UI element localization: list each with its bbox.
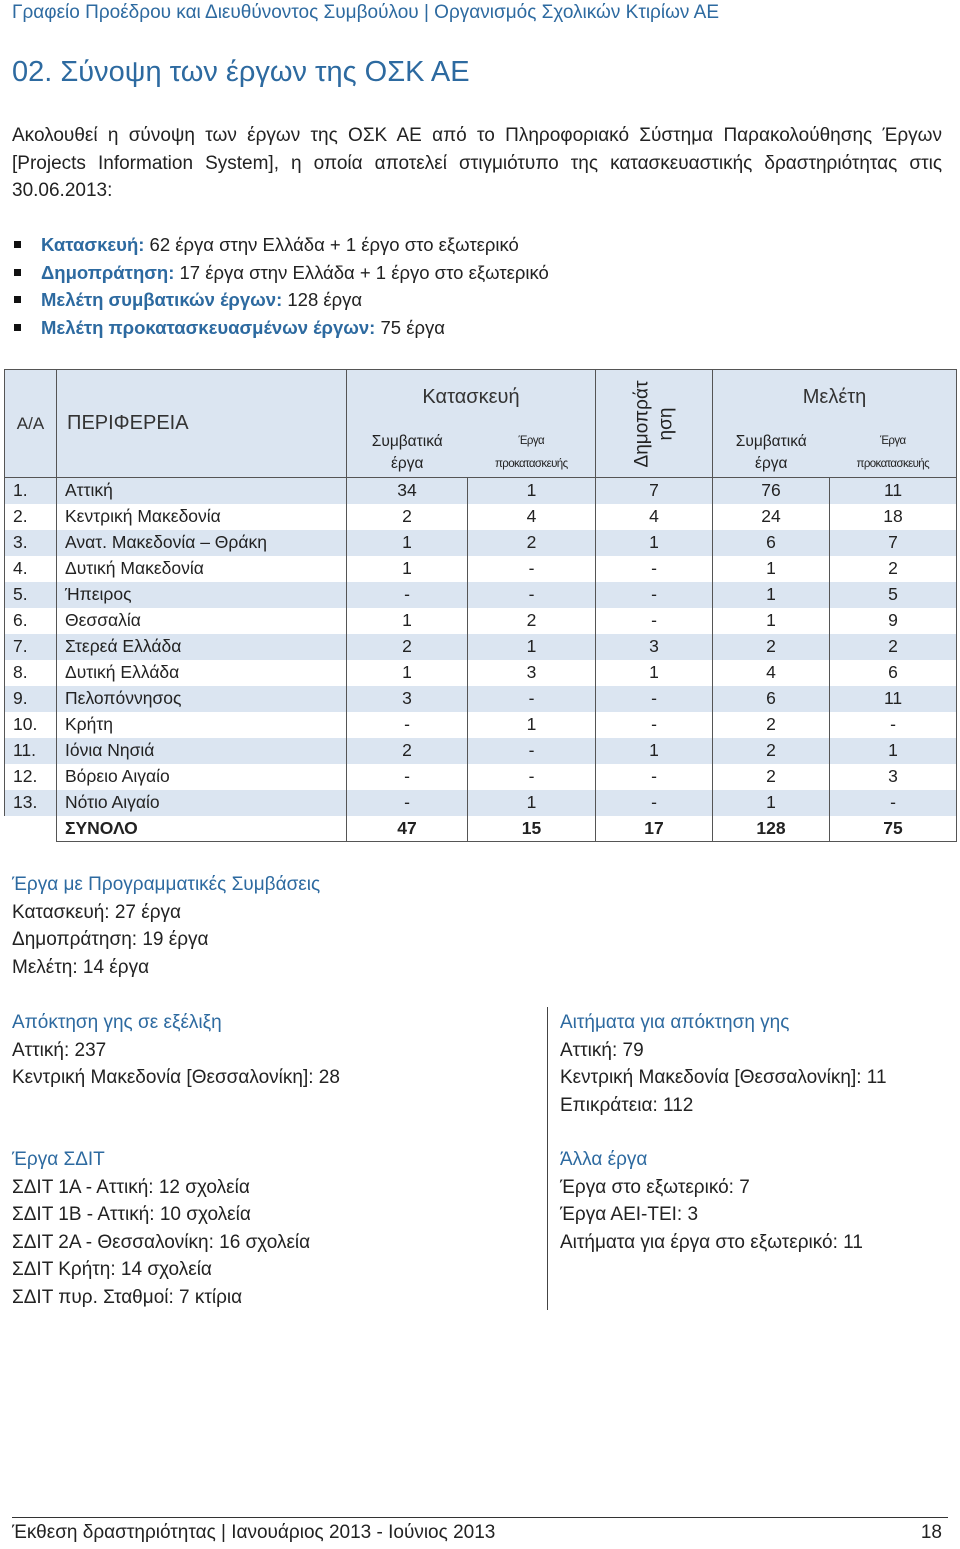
table-total-row — [5, 816, 957, 842]
row-m-prefab: 9 — [830, 608, 957, 634]
row-m-contract: 1 — [713, 608, 830, 634]
row-aa: 3. — [5, 530, 57, 556]
header-auction-label — [630, 380, 678, 467]
sdit-heading: Έργα ΣΔΙΤ — [12, 1149, 105, 1170]
regions-summary-table — [4, 369, 957, 842]
row-m-contract: 1 — [713, 556, 830, 582]
row-region: Πελοπόννησος — [57, 686, 347, 712]
row-m-prefab: 18 — [830, 504, 957, 530]
total-k-prefab: 15 — [468, 816, 596, 842]
row-region: Κρήτη — [57, 712, 347, 738]
row-m-contract: 4 — [713, 660, 830, 686]
row-k-prefab: - — [468, 556, 596, 582]
row-region: Βόρειο Αιγαίο — [57, 764, 347, 790]
bullet-text: 75 έργα — [375, 316, 445, 338]
page-header: Γραφείο Προέδρου και Διευθύνοντος Συμβούλου | Οργανισμός Σχολικών Κτιρίων ΑΕ — [12, 2, 719, 23]
row-k-contract: 2 — [347, 504, 468, 530]
footer-report-title: Έκθεση δραστηριότητας | Ιανουάριος 2013 - Ιούνιος 2013 — [12, 1522, 496, 1543]
row-k-prefab: - — [468, 686, 596, 712]
table-row — [5, 582, 957, 608]
row-k-contract: 2 — [347, 738, 468, 764]
program-contracts-line: Κατασκευή: 27 έργα — [12, 901, 182, 923]
table-row — [5, 608, 957, 634]
header-auction-line2: ηση — [655, 407, 677, 440]
square-bullet-icon — [14, 269, 21, 276]
row-m-contract: 2 — [713, 634, 830, 660]
other-works-line: Έργα ΑΕΙ-ΤΕΙ: 3 — [560, 1204, 699, 1225]
bullet-text: 128 έργα — [282, 289, 363, 310]
table-row — [5, 712, 957, 738]
row-k-prefab: 4 — [468, 504, 596, 530]
square-bullet-icon — [14, 241, 21, 248]
row-k-contract: 1 — [347, 556, 468, 582]
row-k-prefab: 3 — [468, 660, 596, 686]
row-m-prefab: 1 — [830, 738, 957, 764]
bullet-label: Κατασκευή: — [41, 234, 145, 255]
row-m-prefab: 11 — [830, 686, 957, 712]
land-acquisition-line: Κεντρική Μακεδονία [Θεσσαλονίκη]: 28 — [12, 1067, 340, 1088]
row-m-prefab: - — [830, 790, 957, 816]
bullet-contract-study — [12, 286, 912, 314]
row-region: Κεντρική Μακεδονία — [57, 504, 347, 530]
row-m-prefab: 6 — [830, 660, 957, 686]
header-m-contract — [713, 426, 830, 478]
land-requests-line: Κεντρική Μακεδονία [Θεσσαλονίκη]: 11 — [560, 1067, 887, 1088]
row-auction: 4 — [596, 504, 713, 530]
row-auction: 3 — [596, 634, 713, 660]
header-m-prefab-line2: προκατασκευής — [856, 458, 930, 470]
land-acquisition-block — [12, 1009, 340, 1092]
header-k-contract — [347, 426, 468, 478]
square-bullet-icon — [14, 296, 21, 303]
row-m-contract: 1 — [713, 790, 830, 816]
row-region: Ιόνια Νησιά — [57, 738, 347, 764]
row-auction: - — [596, 556, 713, 582]
program-contracts-line: Δημοπράτηση: 19 έργα — [12, 929, 209, 950]
row-m-contract: 2 — [713, 764, 830, 790]
page-number: 18 — [920, 1522, 942, 1543]
row-k-contract: 1 — [347, 660, 468, 686]
row-k-prefab: 2 — [468, 608, 596, 634]
sdit-line: ΣΔΙΤ Κρήτη: 14 σχολεία — [12, 1259, 212, 1280]
row-region: Ήπειρος — [57, 582, 347, 608]
total-label: ΣΥΝΟΛΟ — [57, 816, 347, 842]
table-row — [5, 790, 957, 816]
row-k-prefab: 1 — [468, 712, 596, 738]
row-aa: 13. — [5, 790, 57, 816]
sdit-line: ΣΔΙΤ 1Α - Αττική: 12 σχολεία — [12, 1176, 250, 1198]
row-m-contract: 24 — [713, 504, 830, 530]
row-auction: - — [596, 764, 713, 790]
row-auction: - — [596, 608, 713, 634]
row-auction: - — [596, 686, 713, 712]
row-auction: 1 — [596, 530, 713, 556]
total-m-contract: 128 — [713, 816, 830, 842]
row-m-prefab: 3 — [830, 764, 957, 790]
table-row — [5, 634, 957, 660]
row-aa: 12. — [5, 764, 57, 790]
header-k-prefab-line2: προκατασκευής — [494, 458, 568, 470]
footer-divider — [12, 1517, 948, 1518]
row-m-prefab: 2 — [830, 556, 957, 582]
row-k-contract: 2 — [347, 634, 468, 660]
table-row — [5, 556, 957, 582]
row-k-contract: - — [347, 764, 468, 790]
row-aa: 1. — [5, 478, 57, 504]
header-k-contract-line1: Συμβατικά — [371, 433, 443, 450]
header-m-contract-line2: έργα — [755, 455, 788, 472]
section-title: 02. Σύνοψη των έργων της ΟΣΚ ΑΕ — [12, 56, 470, 88]
row-auction: - — [596, 712, 713, 738]
row-m-prefab: 11 — [830, 478, 957, 504]
bullet-text: 17 έργα στην Ελλάδα + 1 έργο στο εξωτερικό — [174, 261, 549, 283]
row-k-contract: - — [347, 712, 468, 738]
header-k-contract-line2: έργα — [391, 455, 424, 472]
table-row — [5, 660, 957, 686]
header-study: Μελέτη — [713, 370, 957, 426]
row-k-prefab: - — [468, 764, 596, 790]
header-m-prefab-line1: Έργα — [879, 435, 906, 447]
table-row — [5, 530, 957, 556]
sdit-line: ΣΔΙΤ πυρ. Σταθμοί: 7 κτίρια — [12, 1286, 243, 1308]
header-k-prefab-line1: Έργα — [518, 435, 545, 447]
row-m-prefab: - — [830, 712, 957, 738]
row-region: Δυτική Ελλάδα — [57, 660, 347, 686]
row-k-prefab: 1 — [468, 634, 596, 660]
row-auction: 7 — [596, 478, 713, 504]
row-k-contract: 34 — [347, 478, 468, 504]
row-k-prefab: - — [468, 738, 596, 764]
sdit-block — [12, 1146, 310, 1311]
row-k-contract: 1 — [347, 530, 468, 556]
header-k-prefab — [468, 426, 596, 478]
row-m-contract: 2 — [713, 738, 830, 764]
row-auction: 1 — [596, 738, 713, 764]
bullet-label: Δημοπράτηση: — [41, 261, 175, 283]
row-aa: 7. — [5, 634, 57, 660]
row-k-prefab: 1 — [468, 478, 596, 504]
row-k-prefab: 1 — [468, 790, 596, 816]
row-k-contract: - — [347, 790, 468, 816]
row-m-prefab: 2 — [830, 634, 957, 660]
sdit-line: ΣΔΙΤ 2Α - Θεσσαλονίκη: 16 σχολεία — [12, 1231, 311, 1253]
column-divider — [547, 1007, 548, 1310]
row-auction: - — [596, 790, 713, 816]
row-k-contract: 3 — [347, 686, 468, 712]
header-m-contract-line1: Συμβατικά — [735, 433, 807, 450]
land-requests-block — [560, 1009, 887, 1119]
row-aa: 2. — [5, 504, 57, 530]
row-m-contract: 6 — [713, 530, 830, 556]
row-m-prefab: 5 — [830, 582, 957, 608]
page-footer — [12, 1522, 942, 1544]
row-aa: 4. — [5, 556, 57, 582]
row-aa: 11. — [5, 738, 57, 764]
row-m-prefab: 7 — [830, 530, 957, 556]
bullet-prefab-study — [12, 314, 912, 342]
land-requests-heading: Αιτήματα για απόκτηση γης — [560, 1012, 790, 1033]
row-auction: - — [596, 582, 713, 608]
row-k-contract: 1 — [347, 608, 468, 634]
row-m-contract: 6 — [713, 686, 830, 712]
row-k-contract: - — [347, 582, 468, 608]
row-m-contract: 76 — [713, 478, 830, 504]
total-k-contract: 47 — [347, 816, 468, 842]
row-aa: 8. — [5, 660, 57, 686]
row-region: Αττική — [57, 478, 347, 504]
row-region: Δυτική Μακεδονία — [57, 556, 347, 582]
bullet-label: Μελέτη προκατασκευασμένων έργων: — [41, 316, 376, 338]
land-acquisition-heading: Απόκτηση γης σε εξέλιξη — [12, 1012, 222, 1033]
land-requests-line: Επικράτεια: 112 — [560, 1094, 694, 1116]
row-aa: 10. — [5, 712, 57, 738]
table-row — [5, 686, 957, 712]
row-k-prefab: 2 — [468, 530, 596, 556]
row-aa: 5. — [5, 582, 57, 608]
table-row — [5, 478, 957, 504]
land-requests-line: Αττική: 79 — [560, 1039, 644, 1061]
table-row — [5, 738, 957, 764]
row-m-contract: 2 — [713, 712, 830, 738]
bullet-text: 62 έργα στην Ελλάδα + 1 έργο στο εξωτερικό — [144, 234, 519, 255]
header-region: ΠΕΡΙΦΕΡΕΙΑ — [57, 370, 347, 478]
program-contracts-heading: Έργα με Προγραμματικές Συμβάσεις — [12, 874, 321, 895]
total-aa-cell — [5, 816, 57, 842]
table-row — [5, 764, 957, 790]
header-m-prefab — [830, 426, 957, 478]
row-region: Νότιο Αιγαίο — [57, 790, 347, 816]
program-contracts-line: Μελέτη: 14 έργα — [12, 956, 150, 978]
square-bullet-icon — [14, 324, 21, 331]
bullet-auction — [12, 259, 912, 287]
header-auction-line1: Δημοπράτ — [631, 380, 653, 467]
table-body — [5, 478, 957, 842]
row-region: Ανατ. Μακεδονία – Θράκη — [57, 530, 347, 556]
row-m-contract: 1 — [713, 582, 830, 608]
sdit-line: ΣΔΙΤ 1Β - Αττική: 10 σχολεία — [12, 1204, 251, 1225]
summary-bullet-list — [12, 231, 912, 341]
header-aa: Α/Α — [5, 370, 57, 478]
total-m-prefab: 75 — [830, 816, 957, 842]
bullet-construction — [12, 231, 912, 259]
other-works-heading: Άλλα έργα — [560, 1149, 648, 1170]
program-contracts-block — [12, 871, 320, 981]
row-auction: 1 — [596, 660, 713, 686]
other-works-line: Αιτήματα για έργα στο εξωτερικό: 11 — [560, 1231, 863, 1253]
row-region: Θεσσαλία — [57, 608, 347, 634]
row-aa: 6. — [5, 608, 57, 634]
land-acquisition-line: Αττική: 237 — [12, 1039, 107, 1061]
header-auction — [596, 370, 713, 478]
intro-paragraph: Ακολουθεί η σύνοψη των έργων της ΟΣΚ ΑΕ από το Πληροφοριακό Σύστημα Παρακολούθησης Έργων [Projects Information System], η οποία αποτελεί στιγμιότυπο της κατασκευαστικής δραστηριότητας στις 30.06.2013: — [12, 125, 942, 201]
row-region: Στερεά Ελλάδα — [57, 634, 347, 660]
table-row — [5, 504, 957, 530]
bullet-label: Μελέτη συμβατικών έργων: — [41, 289, 283, 310]
header-construction: Κατασκευή — [347, 370, 596, 426]
other-works-line: Έργα στο εξωτερικό: 7 — [560, 1176, 750, 1198]
row-k-prefab: - — [468, 582, 596, 608]
total-auction: 17 — [596, 816, 713, 842]
row-aa: 9. — [5, 686, 57, 712]
other-works-block — [560, 1146, 863, 1256]
